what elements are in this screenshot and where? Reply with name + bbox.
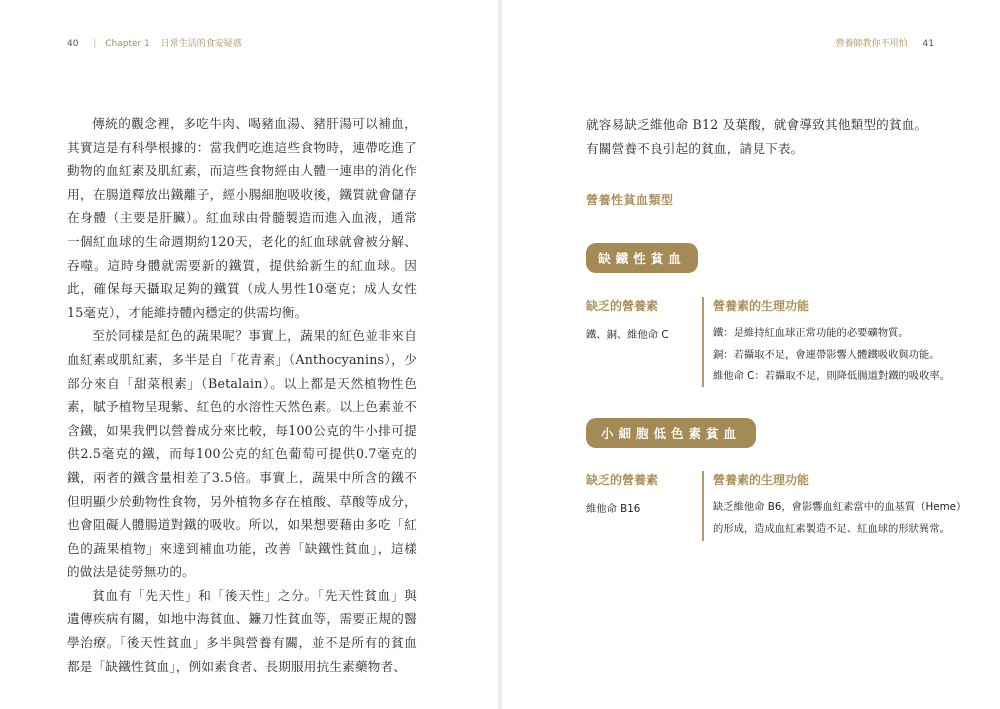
nutrient-cell: 維他命 B16	[586, 503, 641, 515]
nutrient-table	[586, 297, 976, 397]
function-line: 的形成，造成血紅素製造不足、紅血球的形狀異常。	[713, 522, 950, 535]
book-gutter	[498, 0, 502, 709]
function-line: 銅：若攝取不足，會連帶影響人體鐵吸收與功能。	[713, 348, 940, 361]
anemia-type-pill: 小細胞低色素貧血	[586, 418, 756, 448]
body-paragraph: 傳統的觀念裡，多吃牛肉、喝豬血湯、豬肝湯可以補血，其實這是有科學根據的：當我們吃進這些食物時，連帶吃進了動物的血紅素及肌紅素，而這些食物經由人體一連串的消化作用，在腸道釋放出鐵離子，經小腸細胞吸收後，鐵質就會儲存在身體（主要是肝臟）。紅血球由骨髓製造而進入血液，通常一個紅血球的生命週期約120天，老化的紅血球就會被分解、吞噬。這時身體就需要新的鐵質，提供給新生的紅血球。因此，確保每天攝取足夠的鐵質（成人男性10毫克；成人女性15毫克），才能維持體內穩定的供需均衡。	[67, 116, 417, 320]
left-page-body	[67, 112, 417, 678]
right-running-head	[836, 36, 934, 49]
function-line: 缺乏維他命 B6，會影響血紅素當中的血基質（Heme）	[713, 501, 967, 513]
nutrient-table	[586, 471, 976, 551]
book-running-title: 營養師教你不用怕	[835, 39, 908, 49]
column-header-nutrient: 缺乏的營養素	[586, 299, 659, 313]
intro-line: 有關營養不良引起的貧血，請見下表。	[586, 140, 804, 156]
column-header-nutrient: 缺乏的營養素	[586, 473, 659, 487]
function-cell	[713, 323, 983, 388]
section-title: 營養性貧血類型	[586, 193, 674, 207]
chapter-label: Chapter 1	[105, 39, 150, 49]
left-page-number: 40	[67, 39, 79, 49]
left-running-head	[67, 36, 242, 49]
right-page-intro	[586, 113, 946, 160]
running-head-separator: |	[93, 39, 97, 49]
function-line: 維他命 C：若攝取不足，則降低腸道對鐵的吸收率。	[713, 370, 950, 382]
chapter-title: 日常生活的食安疑惑	[160, 39, 242, 49]
anemia-type-pill: 缺鐵性貧血	[586, 243, 698, 273]
table-divider	[702, 297, 704, 387]
body-paragraph: 至於同樣是紅色的蔬果呢？事實上，蔬果的紅色並非來自血紅素或肌紅素，多半是自「花青素」（Anthocyanins），少部分來自「甜菜根素」（Betalain）。以上都是天然植物性色素，賦予植物呈現紫、紅色的水溶性天然色素。以上色素並不含鐵，如果我們以營養成分來比較，每100公克的牛小排可提供2.5毫克的鐵，而每100公克的紅色葡萄可提供0.7毫克的鐵，兩者的鐵含量相差了3.5倍。事實上，蔬果中所含的鐵不但明顯少於動物性食物，另外植物多存在植酸、草酸等成分，也會阻礙人體腸道對鐵的吸收。所以，如果想要藉由多吃「紅色的蔬果植物」來達到補血功能，改善「缺鐵性貧血」，這樣的做法是徒勞無功的。	[67, 328, 417, 580]
function-line: 鐵：是維持紅血球正常功能的必要礦物質。	[713, 327, 909, 339]
intro-line: 就容易缺乏維他命 B12 及葉酸，就會導致其他類型的貧血。	[586, 117, 928, 132]
column-header-function: 營養素的生理功能	[713, 299, 810, 313]
body-paragraph: 貧血有「先天性」和「後天性」之分。「先天性貧血」與遺傳疾病有關，如地中海貧血、鐮刀性貧血等，需要正規的醫學治療。「後天性貧血」多半與營養有關，並不是所有的貧血都是「缺鐵性貧血」，例如素食者、長期服用抗生素藥物者、	[67, 587, 417, 674]
right-page-number: 41	[922, 39, 934, 49]
function-cell	[713, 497, 983, 540]
column-header-function: 營養素的生理功能	[713, 473, 810, 487]
table-divider	[702, 471, 704, 541]
nutrient-cell: 鐵、銅、維他命 C	[586, 329, 669, 341]
